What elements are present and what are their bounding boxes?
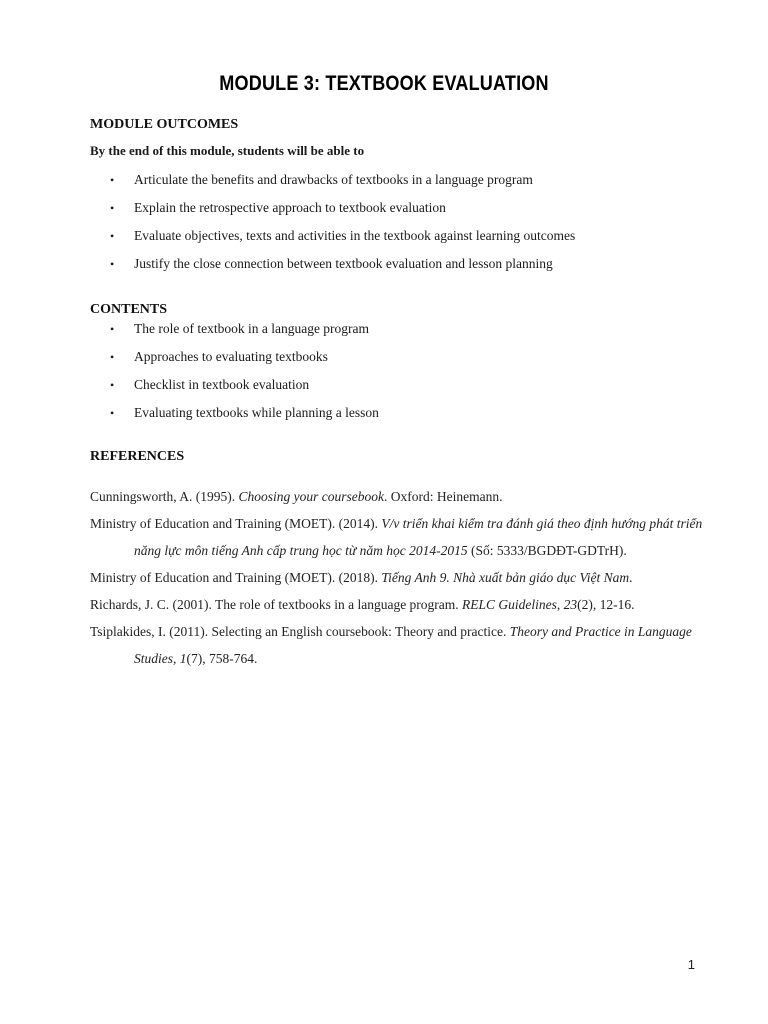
list-item bbox=[90, 403, 379, 431]
reference-title: V/v triển khai kiểm tra đánh giá theo định hướng phát triển năng lực môn tiếng Anh cấp trung học từ năm học 2014-2015 bbox=[134, 516, 703, 558]
reference-text: Cunningsworth, A. (1995). bbox=[90, 489, 239, 504]
outcome-text: Explain the retrospective approach to textbook evaluation bbox=[134, 200, 446, 215]
bullet-icon: • bbox=[110, 378, 115, 392]
list-item bbox=[90, 170, 575, 198]
references-heading: REFERENCES bbox=[90, 449, 185, 464]
reference-entry bbox=[90, 618, 710, 672]
reference-text: . Oxford: Heinemann. bbox=[384, 489, 503, 504]
outcome-text: Justify the close connection between textbook evaluation and lesson planning bbox=[134, 256, 553, 271]
reference-title: Tiếng Anh 9. Nhà xuất bản giáo dục Việt Nam bbox=[381, 570, 630, 585]
reference-entry bbox=[90, 510, 710, 564]
reference-text: (Số: 5333/BGDĐT-GDTrH). bbox=[467, 543, 627, 558]
bullet-icon: • bbox=[110, 406, 115, 420]
contents-text: Evaluating textbooks while planning a lesson bbox=[134, 405, 379, 420]
outcome-text: Evaluate objectives, texts and activities in the textbook against learning outcomes bbox=[134, 228, 576, 243]
reference-text: (2), 12-16. bbox=[577, 597, 635, 612]
list-item bbox=[90, 198, 575, 226]
contents-heading: CONTENTS bbox=[90, 302, 168, 317]
reference-text: Ministry of Education and Training (MOET). (2014). bbox=[90, 516, 382, 531]
reference-text: , bbox=[556, 597, 564, 612]
bullet-icon: • bbox=[110, 173, 115, 187]
bullet-icon: • bbox=[110, 350, 115, 364]
outcomes-lead: By the end of this module, students will be able to bbox=[90, 143, 365, 158]
reference-title: Choosing your coursebook bbox=[238, 489, 384, 504]
page-title: MODULE 3: TEXTBOOK EVALUATION bbox=[219, 72, 549, 95]
page-number: 1 bbox=[687, 957, 695, 972]
reference-entry bbox=[90, 564, 710, 591]
reference-text: Tsiplakides, I. (2011). Selecting an English coursebook: Theory and practice. bbox=[90, 624, 510, 639]
list-item bbox=[90, 319, 379, 347]
reference-text: . bbox=[629, 570, 633, 585]
contents-list bbox=[90, 319, 379, 431]
bullet-icon: • bbox=[110, 322, 115, 336]
bullet-icon: • bbox=[110, 201, 115, 215]
list-item bbox=[90, 347, 379, 375]
reference-text: , bbox=[173, 651, 180, 666]
reference-volume: 1 bbox=[179, 651, 187, 666]
contents-text: Approaches to evaluating textbooks bbox=[134, 349, 328, 364]
reference-text: Ministry of Education and Training (MOET). (2018). bbox=[90, 570, 382, 585]
bullet-icon: • bbox=[110, 229, 115, 243]
list-item bbox=[90, 226, 575, 254]
bullet-icon: • bbox=[110, 257, 115, 271]
reference-volume: 23 bbox=[563, 597, 578, 612]
list-item bbox=[90, 375, 379, 403]
outcome-text: Articulate the benefits and drawbacks of textbooks in a language program bbox=[134, 172, 533, 187]
reference-title: RELC Guidelines bbox=[462, 597, 557, 612]
references-list bbox=[90, 483, 710, 672]
reference-entry bbox=[90, 483, 710, 510]
contents-text: Checklist in textbook evaluation bbox=[134, 377, 310, 392]
reference-entry bbox=[90, 591, 710, 618]
reference-text: Richards, J. C. (2001). The role of textbooks in a language program. bbox=[90, 597, 463, 612]
outcomes-heading: MODULE OUTCOMES bbox=[90, 117, 239, 132]
outcomes-list bbox=[90, 170, 575, 282]
list-item bbox=[90, 254, 575, 282]
reference-title: Theory and Practice in Language Studies bbox=[134, 624, 692, 666]
contents-text: The role of textbook in a language program bbox=[134, 321, 370, 336]
reference-text: (7), 758-764. bbox=[186, 651, 258, 666]
